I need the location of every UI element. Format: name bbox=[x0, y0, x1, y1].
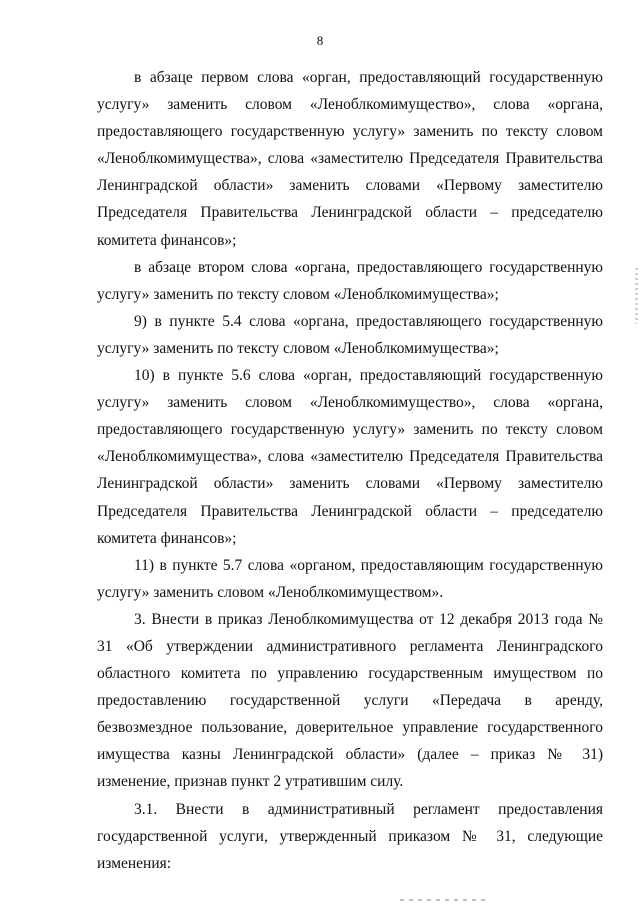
scan-margin-mark bbox=[635, 268, 638, 324]
paragraph-item-10: 10) в пункте 5.6 слова «орган, предоставляющий государственную услугу» заменить словом «Леноблкомимущество», слова «органа, предоставляющего государственную услугу» заменить по тексту словом «Леноблкомимущества», слова «заместителю Председателя Правительства Ленинградской области» заменить словами «Первому заместителю Председателя Правительства Ленинградской области – председателю комитета финансов»; bbox=[97, 367, 603, 547]
scan-footer-mark bbox=[400, 899, 490, 901]
paragraph-section-3: 3. Внести в приказ Леноблкомимущества от 12 декабря 2013 года № 31 «Об утверждении административного регламента Ленинградского областного комитета по управлению государственным имуществом по предоставлению государственной услуги «Передача в аренду, безвозмездное пользование, доверительное управление государственного имущества казны Ленинградской области» (далее – приказ № 31) изменение, признав пункт 2 утратившим силу. bbox=[97, 610, 603, 791]
paragraph-second-abzats: в абзаце втором слова «органа, предоставляющего государственную услугу» заменить по тексту словом «Леноблкомимущества»; bbox=[97, 258, 603, 303]
paragraph-item-11: 11) в пункте 5.7 слова «органом, предоставляющим государственную услугу» заменить словом «Леноблкомимуществом». bbox=[97, 556, 603, 601]
paragraph-first-abzats: в абзаце первом слова «орган, предоставляющий государственную услугу» заменить словом «Леноблкомимущество», слова «органа, предоставляющего государственную услугу» заменить по тексту словом «Леноблкомимущества», слова «заместителю Председателя Правительства Ленинградской области» заменить словами «Первому заместителю Председателя Правительства Ленинградской области – председателю комитета финансов»; bbox=[97, 69, 603, 249]
paragraph-section-3-1: 3.1. Внести в административный регламент предоставления государственной услуги, утвержденный приказом № 31, следующие изменения: bbox=[97, 800, 603, 872]
document-body bbox=[97, 64, 603, 877]
page-number: 8 bbox=[316, 33, 324, 48]
paragraph-item-9: 9) в пункте 5.4 слова «органа, предоставляющего государственную услугу» заменить по тексту словом «Леноблкомимущества»; bbox=[97, 312, 603, 357]
